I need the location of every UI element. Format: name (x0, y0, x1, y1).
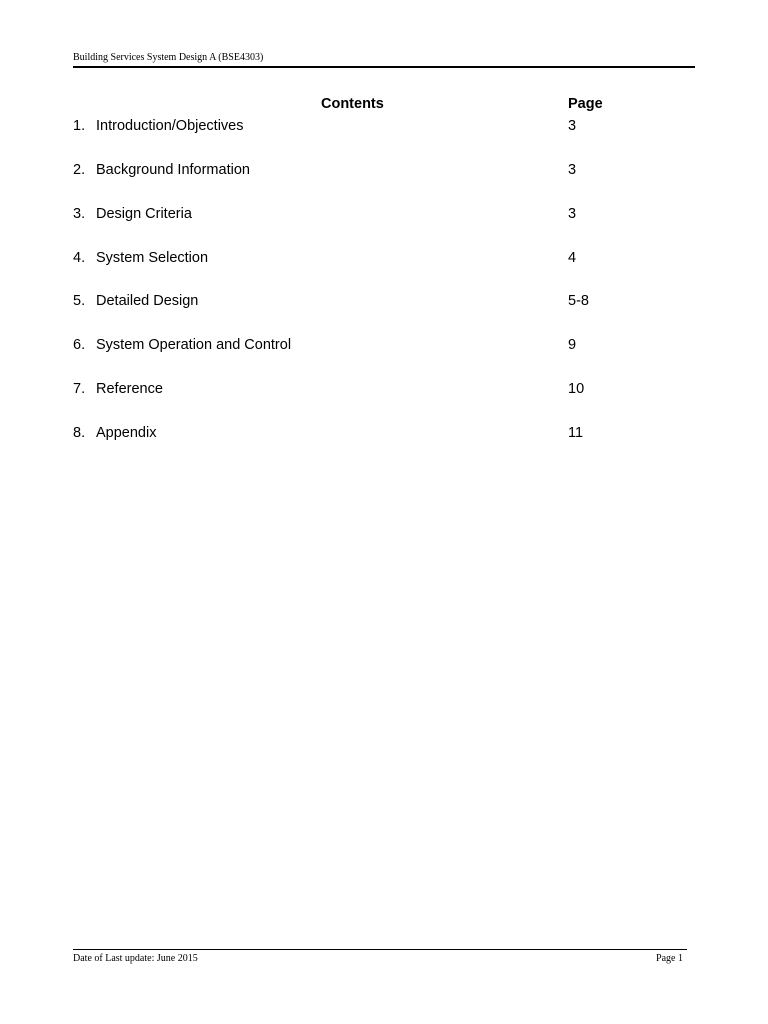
toc-heading-page: Page (568, 96, 603, 112)
toc-entry (73, 335, 633, 355)
toc-entry-number: 4. (73, 250, 86, 266)
toc-entry (73, 248, 633, 268)
toc-entry-page: 3 (568, 206, 577, 222)
page-footer (73, 949, 687, 966)
toc-entry-title: Reference (96, 381, 163, 397)
toc-entry-page: 4 (568, 250, 577, 266)
toc-entry (73, 379, 633, 399)
toc-entry-title: Design Criteria (96, 206, 192, 222)
toc-entry-page: 11 (568, 425, 584, 441)
toc-entry-page: 9 (568, 337, 577, 353)
toc-entry-page: 5-8 (568, 293, 589, 309)
toc-entry (73, 291, 633, 311)
toc-entry-number: 2. (73, 162, 86, 178)
toc-entry (73, 116, 633, 136)
toc-entry (73, 204, 633, 224)
toc-entry-page: 3 (568, 162, 577, 178)
toc-entry (73, 160, 633, 180)
toc-entry-number: 3. (73, 206, 86, 222)
toc-entry-title: System Selection (96, 250, 209, 266)
page-header (73, 52, 695, 68)
toc-entry-page: 3 (568, 118, 577, 134)
toc-entry-title: Appendix (96, 425, 157, 441)
toc-entry (73, 423, 633, 443)
toc-entry-title: Detailed Design (96, 293, 199, 309)
toc-entry-number: 1. (73, 118, 86, 134)
footer-last-update: Date of Last update: June 2015 (73, 953, 198, 964)
toc-entry-number: 6. (73, 337, 86, 353)
footer-page-number: Page 1 (656, 953, 683, 964)
toc-entry-title: Introduction/Objectives (96, 118, 244, 134)
toc-entry-number: 7. (73, 381, 86, 397)
toc-entry-title: Background Information (96, 162, 250, 178)
toc-entry-number: 8. (73, 425, 86, 441)
toc-entry-number: 5. (73, 293, 86, 309)
toc-entry-title: System Operation and Control (96, 337, 292, 353)
header-title: Building Services System Design A (BSE4303) (73, 52, 264, 63)
toc-entry-page: 10 (568, 381, 585, 397)
toc-heading-contents: Contents (321, 96, 384, 112)
